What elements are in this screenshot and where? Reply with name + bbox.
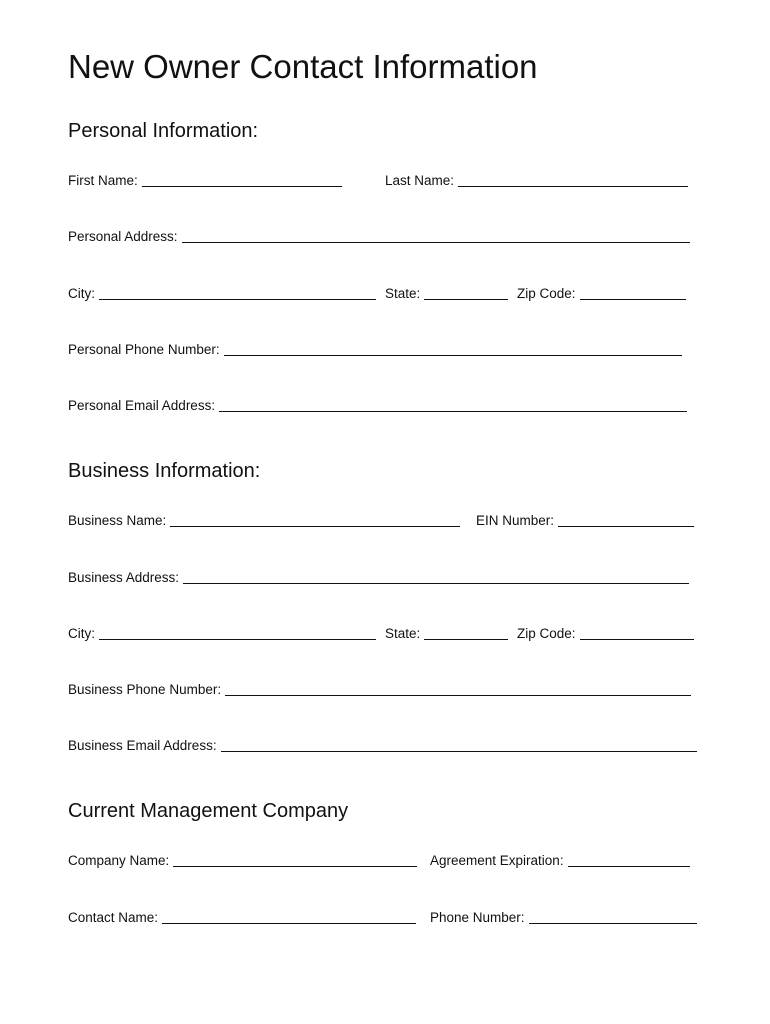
personal-phone-label: Personal Phone Number: xyxy=(68,342,220,357)
business-city-label: City: xyxy=(68,626,95,641)
business-phone-field[interactable] xyxy=(68,681,691,699)
personal-email-line[interactable] xyxy=(219,410,687,412)
last-name-field[interactable] xyxy=(385,172,688,190)
ein-number-label: EIN Number: xyxy=(476,513,555,528)
section-heading-management: Current Management Company xyxy=(68,800,349,822)
business-phone-line[interactable] xyxy=(225,694,691,696)
first-name-field[interactable] xyxy=(68,172,342,190)
business-city-line[interactable] xyxy=(99,638,376,640)
personal-state-line[interactable] xyxy=(424,298,508,300)
business-state-label: State: xyxy=(385,626,421,641)
business-email-label: Business Email Address: xyxy=(68,738,217,753)
last-name-line[interactable] xyxy=(458,185,688,187)
business-address-label: Business Address: xyxy=(68,570,180,585)
contact-name-field[interactable] xyxy=(68,909,416,927)
personal-zip-label: Zip Code: xyxy=(517,286,576,301)
agreement-expiration-label: Agreement Expiration: xyxy=(430,853,564,868)
company-name-field[interactable] xyxy=(68,852,417,870)
business-state-field[interactable] xyxy=(385,625,508,643)
management-phone-label: Phone Number: xyxy=(430,910,525,925)
business-name-label: Business Name: xyxy=(68,513,167,528)
personal-address-label: Personal Address: xyxy=(68,229,178,244)
personal-email-field[interactable] xyxy=(68,397,687,415)
personal-city-field[interactable] xyxy=(68,285,376,303)
personal-email-label: Personal Email Address: xyxy=(68,398,216,413)
contact-name-line[interactable] xyxy=(162,922,416,924)
business-zip-label: Zip Code: xyxy=(517,626,576,641)
business-name-field[interactable] xyxy=(68,512,460,530)
first-name-line[interactable] xyxy=(142,185,342,187)
personal-zip-line[interactable] xyxy=(580,298,686,300)
section-heading-personal: Personal Information: xyxy=(68,120,259,142)
personal-address-field[interactable] xyxy=(68,228,690,246)
agreement-expiration-line[interactable] xyxy=(568,865,690,867)
business-state-line[interactable] xyxy=(424,638,508,640)
personal-address-line[interactable] xyxy=(182,241,690,243)
first-name-label: First Name: xyxy=(68,173,138,188)
last-name-label: Last Name: xyxy=(385,173,455,188)
business-name-line[interactable] xyxy=(170,525,460,527)
business-email-field[interactable] xyxy=(68,737,697,755)
personal-state-label: State: xyxy=(385,286,421,301)
personal-phone-field[interactable] xyxy=(68,341,682,359)
business-city-field[interactable] xyxy=(68,625,376,643)
personal-phone-line[interactable] xyxy=(224,354,682,356)
business-email-line[interactable] xyxy=(221,750,697,752)
management-phone-line[interactable] xyxy=(529,922,697,924)
management-phone-field[interactable] xyxy=(430,909,697,927)
business-zip-line[interactable] xyxy=(580,638,694,640)
personal-city-label: City: xyxy=(68,286,95,301)
business-phone-label: Business Phone Number: xyxy=(68,682,222,697)
company-name-label: Company Name: xyxy=(68,853,170,868)
ein-number-line[interactable] xyxy=(558,525,694,527)
business-address-field[interactable] xyxy=(68,569,689,587)
company-name-line[interactable] xyxy=(173,865,417,867)
ein-number-field[interactable] xyxy=(476,512,694,530)
personal-zip-field[interactable] xyxy=(517,285,686,303)
business-address-line[interactable] xyxy=(183,582,689,584)
section-heading-business: Business Information: xyxy=(68,460,261,482)
business-zip-field[interactable] xyxy=(517,625,694,643)
contact-name-label: Contact Name: xyxy=(68,910,159,925)
agreement-expiration-field[interactable] xyxy=(430,852,690,870)
personal-city-line[interactable] xyxy=(99,298,376,300)
personal-state-field[interactable] xyxy=(385,285,508,303)
page-title: New Owner Contact Information xyxy=(68,48,538,85)
